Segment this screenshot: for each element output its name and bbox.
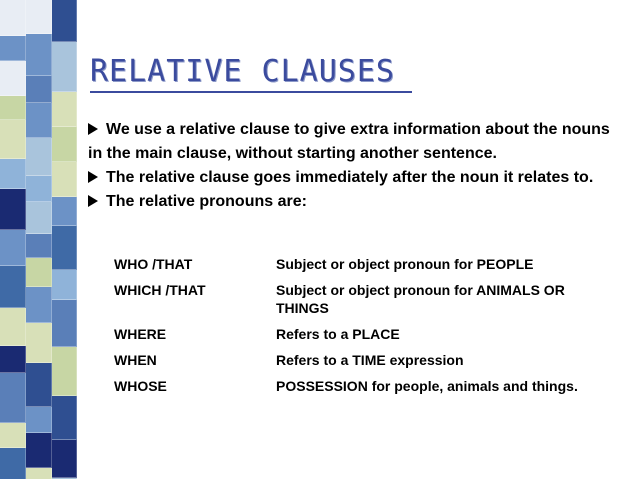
table-row [114,325,614,343]
mosaic-tile [52,270,77,300]
mosaic-tile [26,287,52,323]
table-row [114,377,614,395]
mosaic-tile [0,189,26,230]
bullet-list [88,118,623,214]
description-cell: POSSESSION for people, animals and things. [276,378,578,394]
mosaic-tile [26,103,52,138]
mosaic-tile [26,407,52,433]
mosaic-tile [0,120,26,159]
bullet-arrow-icon [88,171,98,183]
mosaic-tile [52,162,77,197]
mosaic-tile [52,226,77,270]
mosaic-tile [52,347,77,396]
description-cell: Subject or object pronoun for PEOPLE [276,256,534,272]
mosaic-tile [0,159,26,189]
mosaic-tile [26,202,52,234]
pronoun-cell: WHO /THAT [114,256,193,272]
mosaic-tile [26,138,52,176]
mosaic-divider [80,0,84,479]
pronoun-cell: WHERE [114,326,167,342]
mosaic-tile [52,300,77,347]
pronoun-cell: WHICH /THAT [114,282,206,298]
mosaic-tile [26,76,52,103]
bullet-item [88,166,623,190]
mosaic-tile [0,346,26,373]
pronoun-cell: WHEN [114,352,157,368]
mosaic-tile [0,61,26,96]
mosaic-tile [52,440,77,478]
mosaic-tile [26,433,52,468]
mosaic-tile [52,0,77,42]
mosaic-tile [0,266,26,308]
bullet-item [88,118,623,166]
slide-title: RELATIVE CLAUSES [90,54,395,89]
table-row [114,255,614,273]
table-row [114,351,614,369]
bullet-text: The relative pronouns are: [106,193,307,210]
mosaic-tile [0,0,26,36]
mosaic-tile [52,42,77,92]
mosaic-tile [26,323,52,363]
bullet-arrow-icon [88,195,98,207]
mosaic-tile [52,197,77,226]
description-cell: Refers to a TIME expression [276,352,464,368]
mosaic-tile [26,34,52,76]
decorative-mosaic-border [0,0,77,479]
bullet-item [88,190,623,214]
mosaic-tile [26,363,52,407]
description-cell: Refers to a PLACE [276,326,400,342]
mosaic-tile [26,0,52,34]
table-row [114,281,614,317]
bullet-text: The relative clause goes immediately after the noun it relates to. [106,169,594,186]
mosaic-tile [52,127,77,162]
mosaic-tile [52,92,77,127]
mosaic-tile [0,308,26,346]
relative-pronoun-table [114,255,614,403]
mosaic-tile [0,448,26,479]
mosaic-tile [26,176,52,202]
bullet-arrow-icon [88,123,98,135]
mosaic-tile [0,423,26,448]
mosaic-tile [0,96,26,120]
mosaic-tile [26,258,52,287]
bullet-text: We use a relative clause to give extra information about the nouns in the main clause, without starting another sentence. [88,121,610,162]
pronoun-cell: WHOSE [114,378,167,394]
mosaic-tile [52,396,77,440]
mosaic-tile [0,373,26,423]
mosaic-tile [0,230,26,266]
description-cell: Subject or object pronoun for ANIMALS OR THINGS [276,282,565,316]
title-underline [90,91,412,93]
mosaic-tile [26,468,52,479]
mosaic-tile [26,234,52,258]
mosaic-tile [0,36,26,61]
